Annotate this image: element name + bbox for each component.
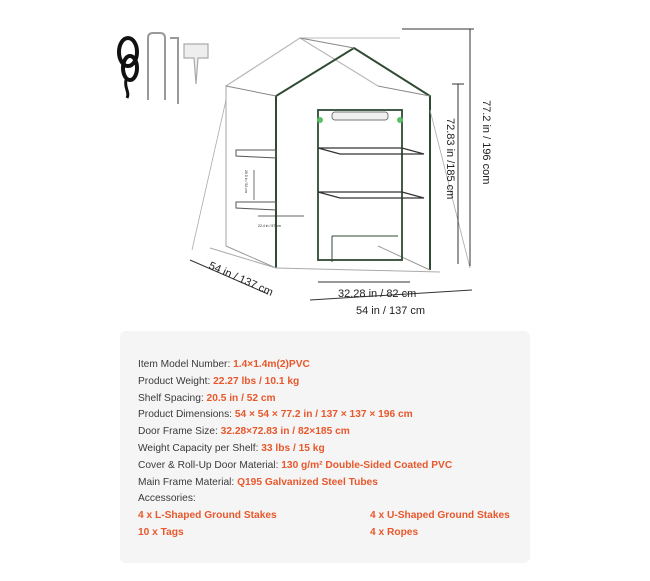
width-label: 54 in / 137 cm [356, 305, 426, 317]
accessory-item: 4 x U-Shaped Ground Stakes [370, 510, 510, 521]
tag-icon [184, 44, 208, 84]
accessory-item: 4 x L-Shaped Ground Stakes [138, 510, 277, 521]
shelf-gap-label: 20.5 in / 52 cm [244, 170, 248, 193]
accessories-illustration [119, 33, 208, 104]
l-stake-icon [170, 38, 178, 104]
spec-cover-material: Cover & Roll-Up Door Material: 130 g/m² Double-Sided Coated PVC [138, 460, 453, 471]
door-width-label: 32.28 in / 82 cm [338, 288, 417, 300]
total-height-label: 77.2 in / 196 com [480, 100, 492, 185]
spec-frame-material: Main Frame Material: Q195 Galvanized Steel Tubes [138, 477, 378, 488]
greenhouse-frame [192, 38, 470, 272]
depth-label: 54 in / 137 cm [206, 259, 275, 299]
u-stake-icon [148, 33, 165, 100]
accessory-item: 10 x Tags [138, 527, 184, 538]
accessories-heading: Accessories: [138, 493, 196, 504]
spec-product-weight: Product Weight: 22.27 lbs / 10.1 kg [138, 376, 300, 387]
accessory-item: 4 x Ropes [370, 527, 419, 538]
shelf-width-label: 22.4 in / 57 cm [258, 224, 281, 228]
spec-weight-capacity: Weight Capacity per Shelf: 33 lbs / 15 kg [138, 443, 325, 454]
rope-coil-icon [119, 38, 137, 98]
spec-shelf-spacing: Shelf Spacing: 20.5 in / 52 cm [138, 393, 276, 404]
spec-door-frame-size: Door Frame Size: 32.28×72.83 in / 82×185 cm [138, 426, 350, 437]
spec-model-number: Item Model Number: 1.4×1.4m(2)PVC [138, 359, 310, 370]
spec-product-dimensions: Product Dimensions: 54 × 54 × 77.2 in / 137 × 137 × 196 cm [138, 409, 413, 420]
door-height-label: 72.83 in /185 cm [444, 118, 456, 200]
specifications-panel [120, 331, 530, 563]
